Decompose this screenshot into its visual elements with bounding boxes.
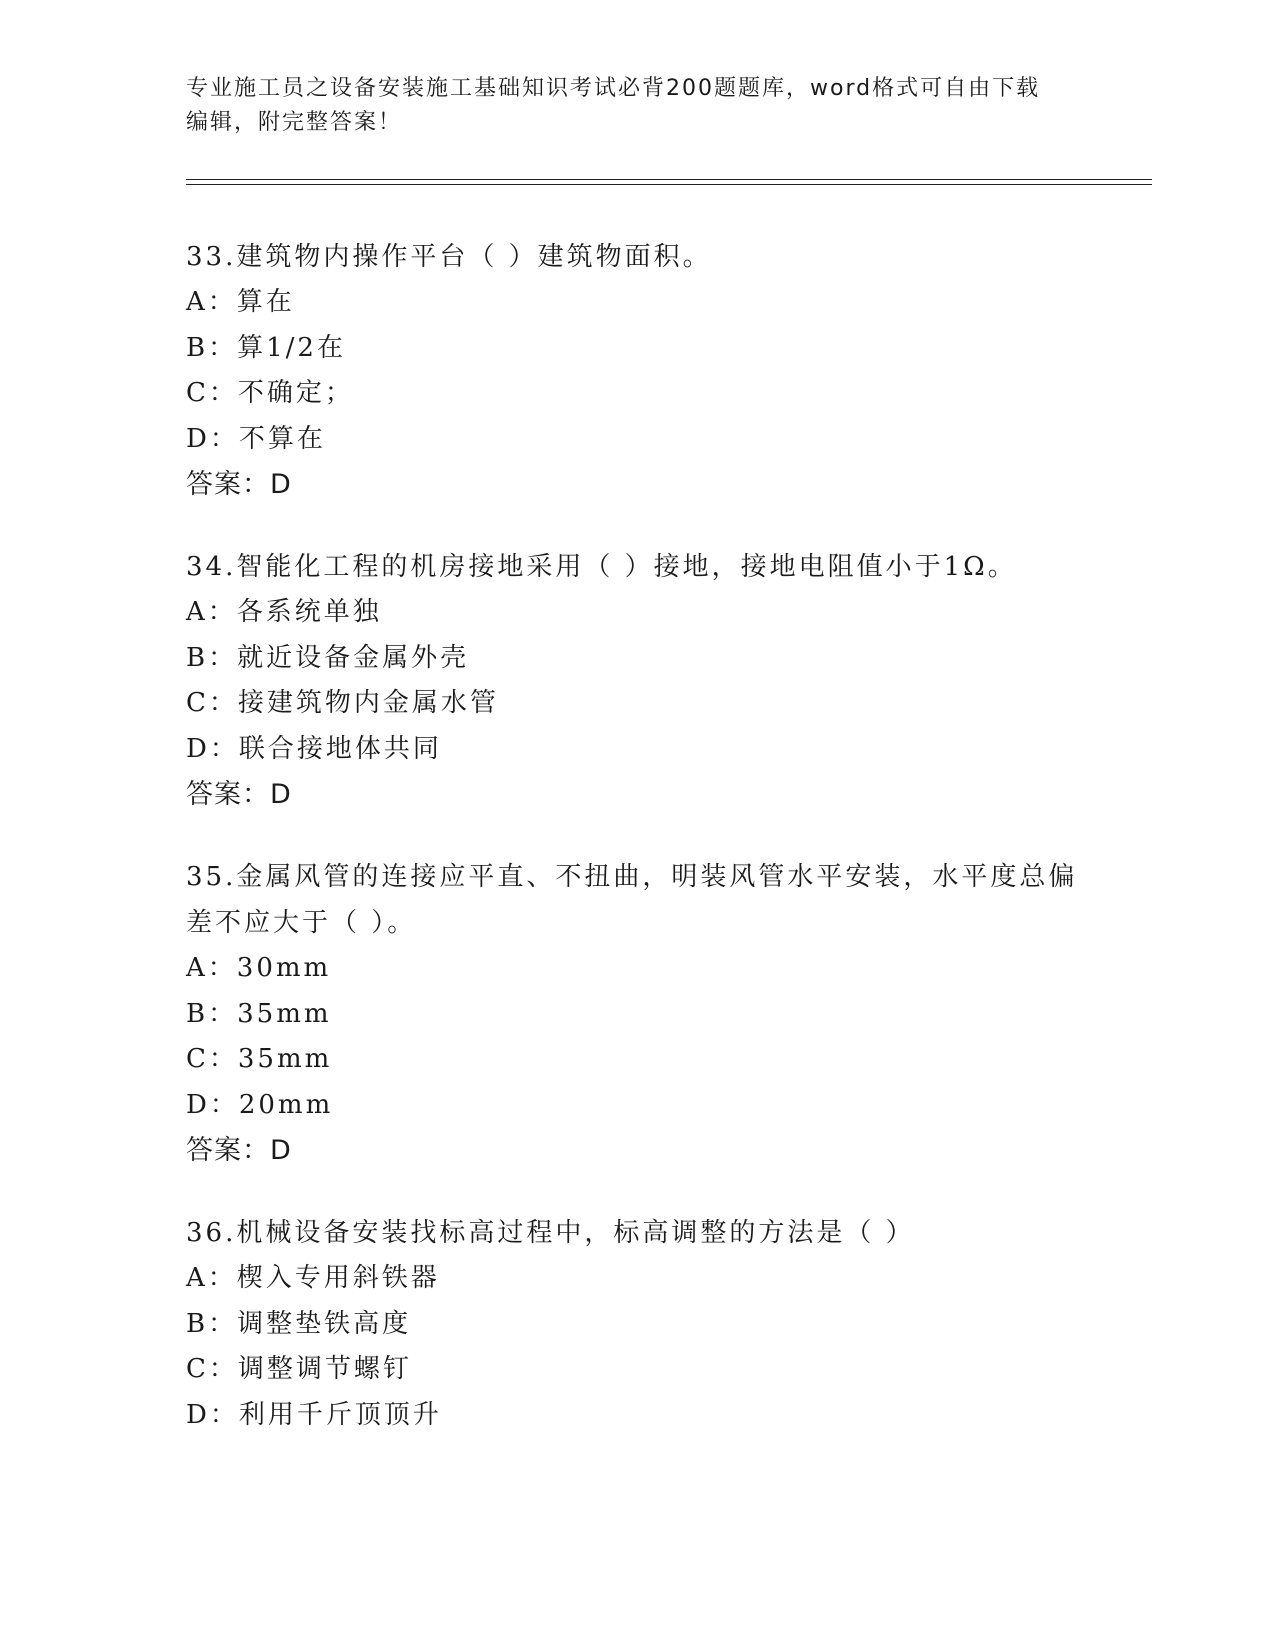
- option-d: D：不算在: [186, 423, 326, 454]
- question-list: [186, 234, 1086, 1474]
- question-35: [186, 854, 1086, 1174]
- option-b: B：就近设备金属外壳: [186, 642, 470, 673]
- option-a: A：算在: [186, 287, 295, 317]
- option-b: B：35mm: [186, 998, 332, 1029]
- question-stem-line-2: 差不应大于（ ）。: [186, 908, 417, 938]
- question-34: [186, 544, 1086, 818]
- option-d: D：20mm: [186, 1089, 334, 1120]
- option-c: C：35mm: [186, 1044, 333, 1074]
- option-a: A：楔入专用斜铁器: [186, 1263, 440, 1293]
- document-header: [186, 72, 1086, 140]
- question-stem: 34.智能化工程的机房接地采用（ ）接地，接地电阻值小于1Ω。: [186, 552, 1017, 582]
- option-a: A：各系统单独: [186, 597, 382, 627]
- question-stem: 36.机械设备安装找标高过程中，标高调整的方法是（ ）: [186, 1218, 915, 1248]
- option-c: C：接建筑物内金属水管: [186, 688, 499, 718]
- option-c: C：不确定；: [186, 378, 354, 408]
- answer-label: 答案：D: [186, 779, 292, 810]
- question-stem-line-1: 35.金属风管的连接应平直、不扭曲，明装风管水平安装，水平度总偏: [186, 862, 1078, 892]
- header-divider-bottom: [186, 184, 1152, 185]
- option-d: D：利用千斤顶顶升: [186, 1399, 442, 1430]
- header-divider-top: [186, 179, 1152, 180]
- answer-label: 答案：D: [186, 1135, 292, 1166]
- option-d: D：联合接地体共同: [186, 733, 442, 764]
- question-33: [186, 234, 1086, 508]
- question-36: [186, 1210, 1086, 1438]
- header-line-2: 编辑，附完整答案！: [186, 110, 403, 135]
- question-stem: 33.建筑物内操作平台（ ）建筑物面积。: [186, 242, 712, 272]
- header-line-1: 专业施工员之设备安装施工基础知识考试必背200题题库，word格式可自由下载: [186, 76, 1041, 101]
- option-c: C：调整调节螺钉: [186, 1354, 412, 1384]
- option-a: A：30mm: [186, 953, 332, 983]
- answer-label: 答案：D: [186, 469, 292, 500]
- option-b: B：调整垫铁高度: [186, 1308, 412, 1339]
- option-b: B：算1/2在: [186, 332, 346, 363]
